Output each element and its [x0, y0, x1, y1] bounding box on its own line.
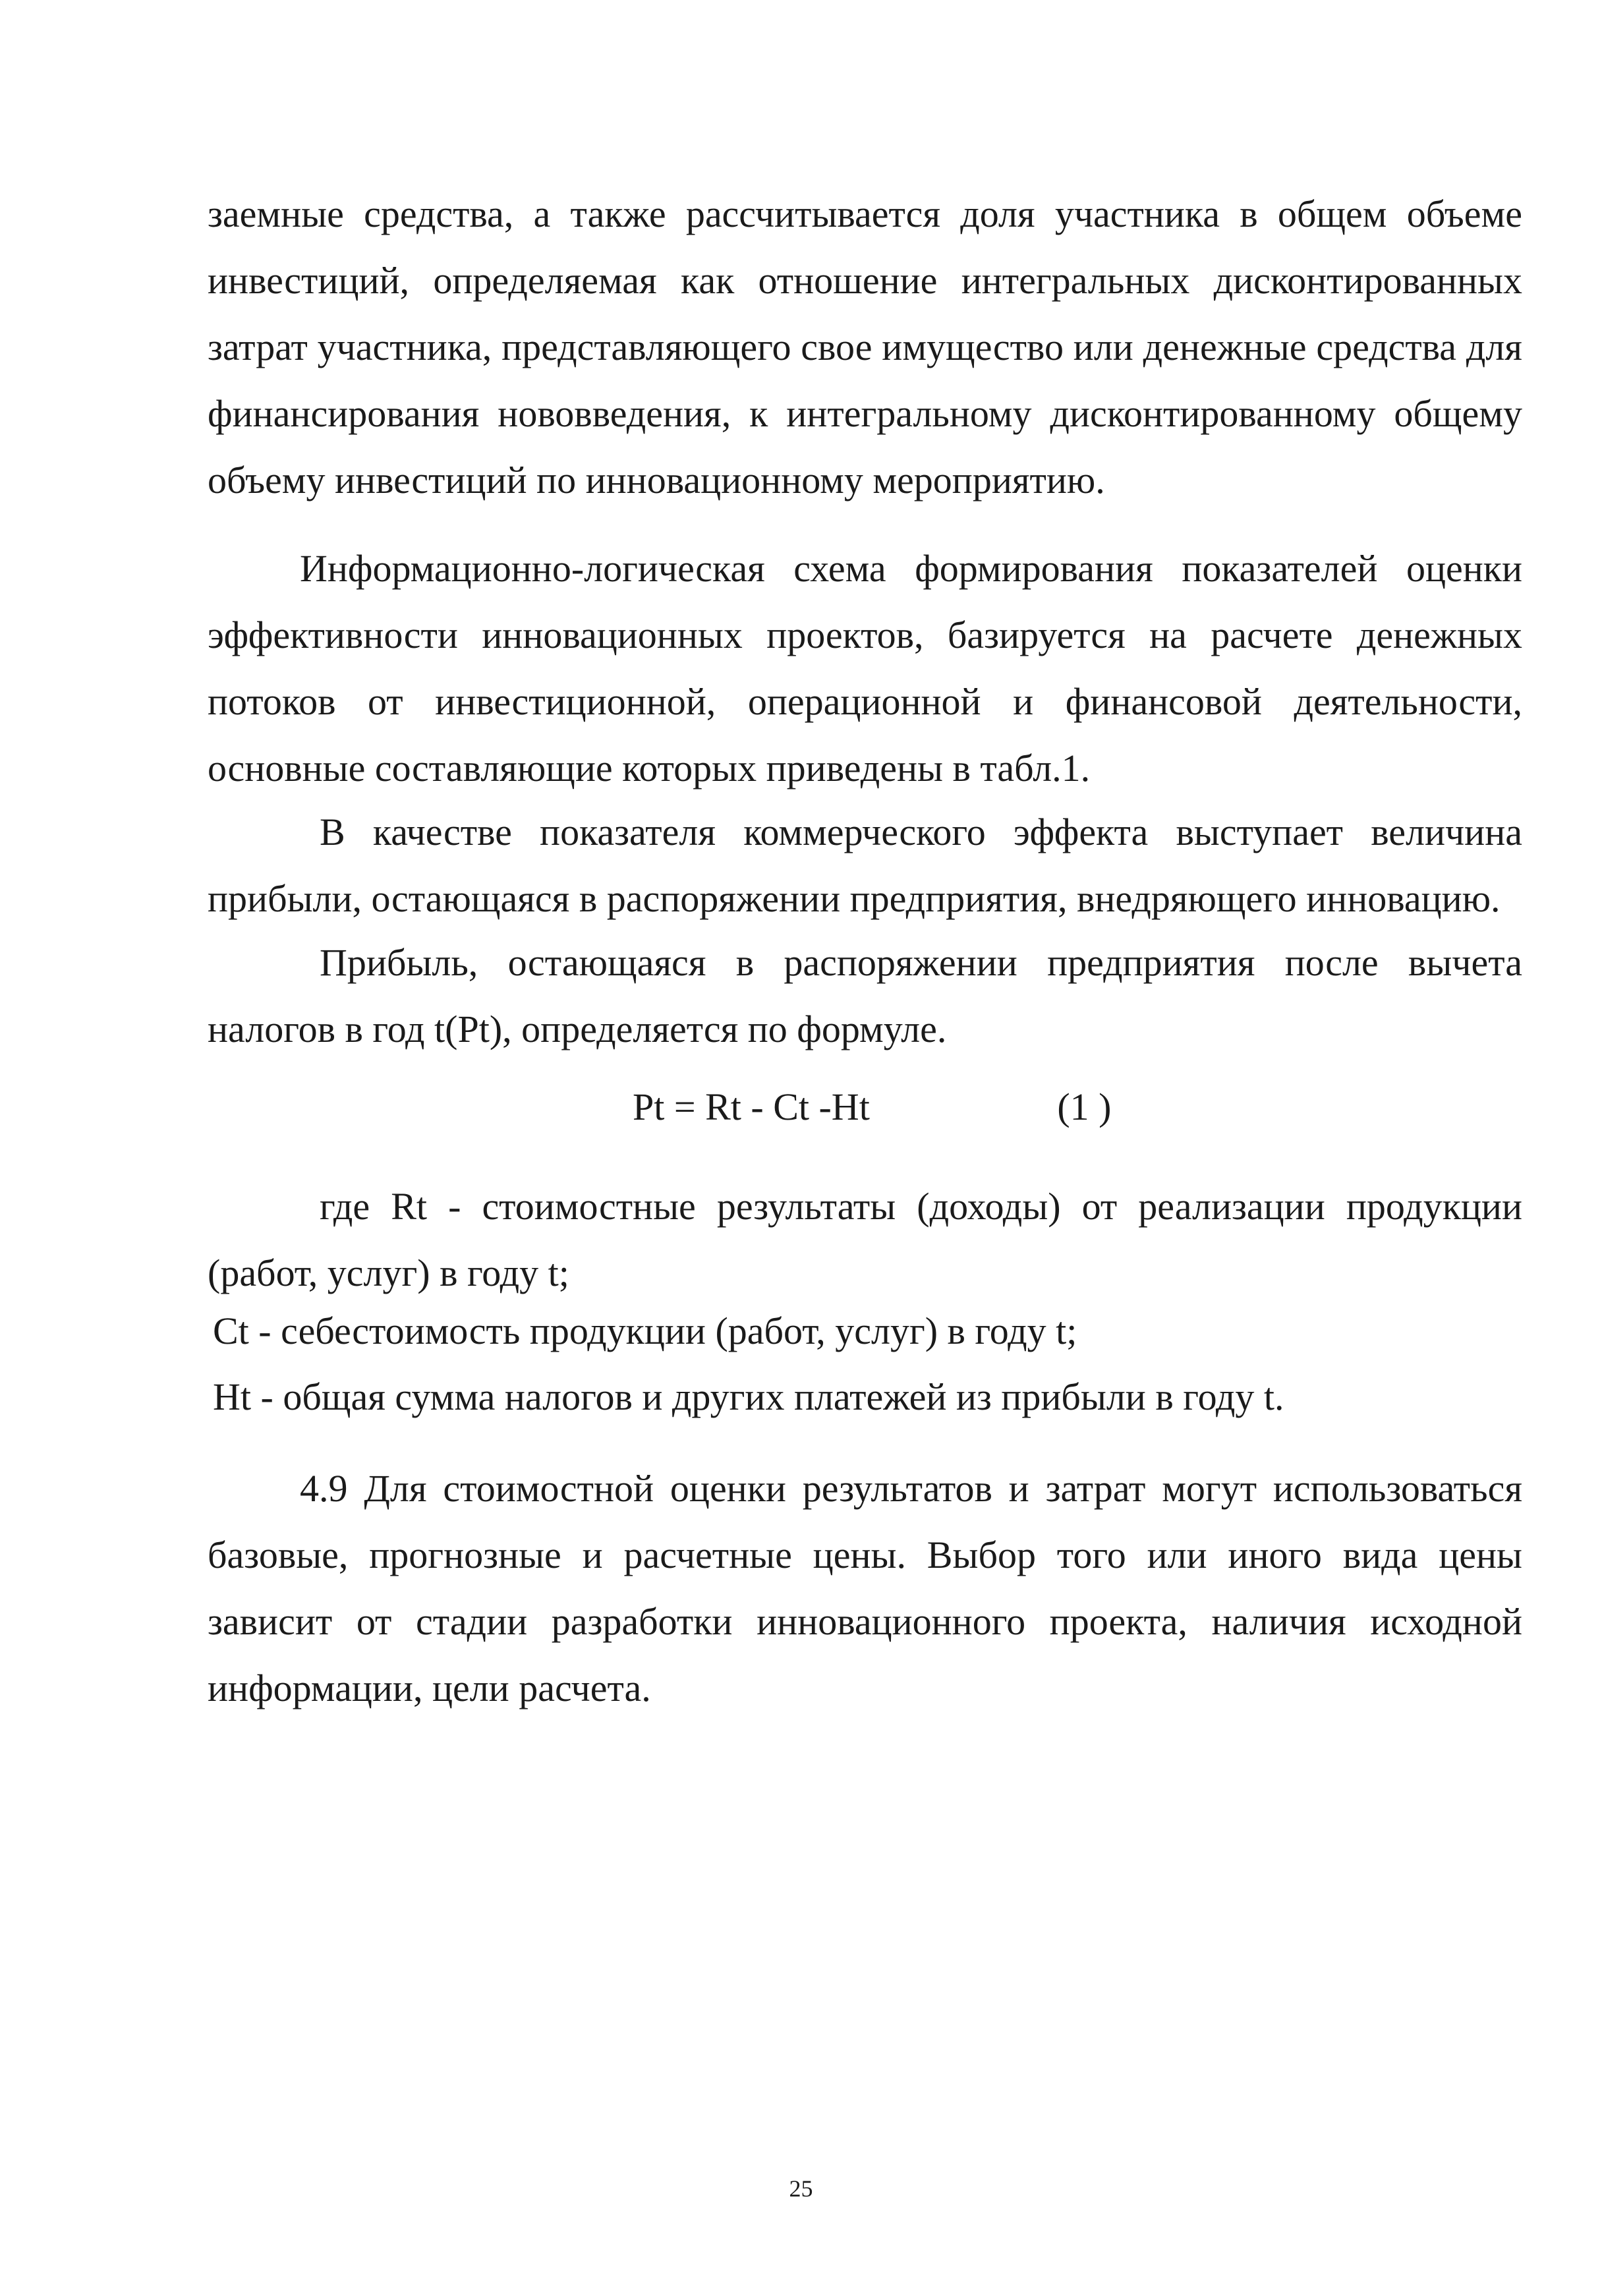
- paragraph-text: заемные средства, а также рассчитывается доля участника в общем объеме инвестиций, определяемая как отношение интегральных дисконтированных затрат участника, представляющего свое имущество или денежные средства для финансирования нововведения, к интегральному дисконтированному общему объему инвестиций по инновационному мероприятию.: [208, 192, 1522, 502]
- paragraph-text: 4.9 Для стоимостной оценки результатов и затрат могут использоваться базовые, прогнозные и расчетные цены. Выбор того или иного вида цены зависит от стадии разработки инновационного проекта, наличия исходной информации, цели расчета.: [208, 1467, 1522, 1709]
- formula-number: (1 ): [1057, 1085, 1112, 1128]
- paragraph-info-logic-scheme: [208, 535, 1522, 801]
- paragraph-investment-share: [208, 181, 1522, 513]
- formula-expression: Pt = Rt - Ct -Ht: [633, 1085, 870, 1128]
- paragraph-commercial-effect: [208, 799, 1522, 932]
- definition-ht: Ht - общая сумма налогов и других платежей из прибыли в году t.: [213, 1375, 1284, 1418]
- paragraph-text: где Rt - стоимостные результаты (доходы) от реализации продукции (работ, услуг) в году t;: [208, 1185, 1522, 1294]
- paragraph-section-4-9: [208, 1455, 1522, 1721]
- page-number: 25: [789, 2175, 813, 2202]
- paragraph-text: В качестве показателя коммерческого эффекта выступает величина прибыли, остающаяся в распоряжении предприятия, внедряющего инновацию.: [208, 811, 1522, 920]
- paragraph-text: Прибыль, остающаяся в распоряжении предприятия после вычета налогов в год t(Pt), определяется по формуле.: [208, 941, 1522, 1050]
- paragraph-rt-definition: [208, 1173, 1522, 1306]
- paragraph-text: Информационно-логическая схема формирования показателей оценки эффективности инновационных проектов, базируется на расчете денежных потоков от инвестиционной, операционной и финансовой деятельности, основные составляющие которых приведены в табл.1.: [208, 547, 1522, 789]
- definition-ct: Ct - себестоимость продукции (работ, услуг) в году t;: [213, 1309, 1077, 1352]
- paragraph-profit-formula-intro: [208, 929, 1522, 1062]
- formula-1: [633, 1081, 1111, 1134]
